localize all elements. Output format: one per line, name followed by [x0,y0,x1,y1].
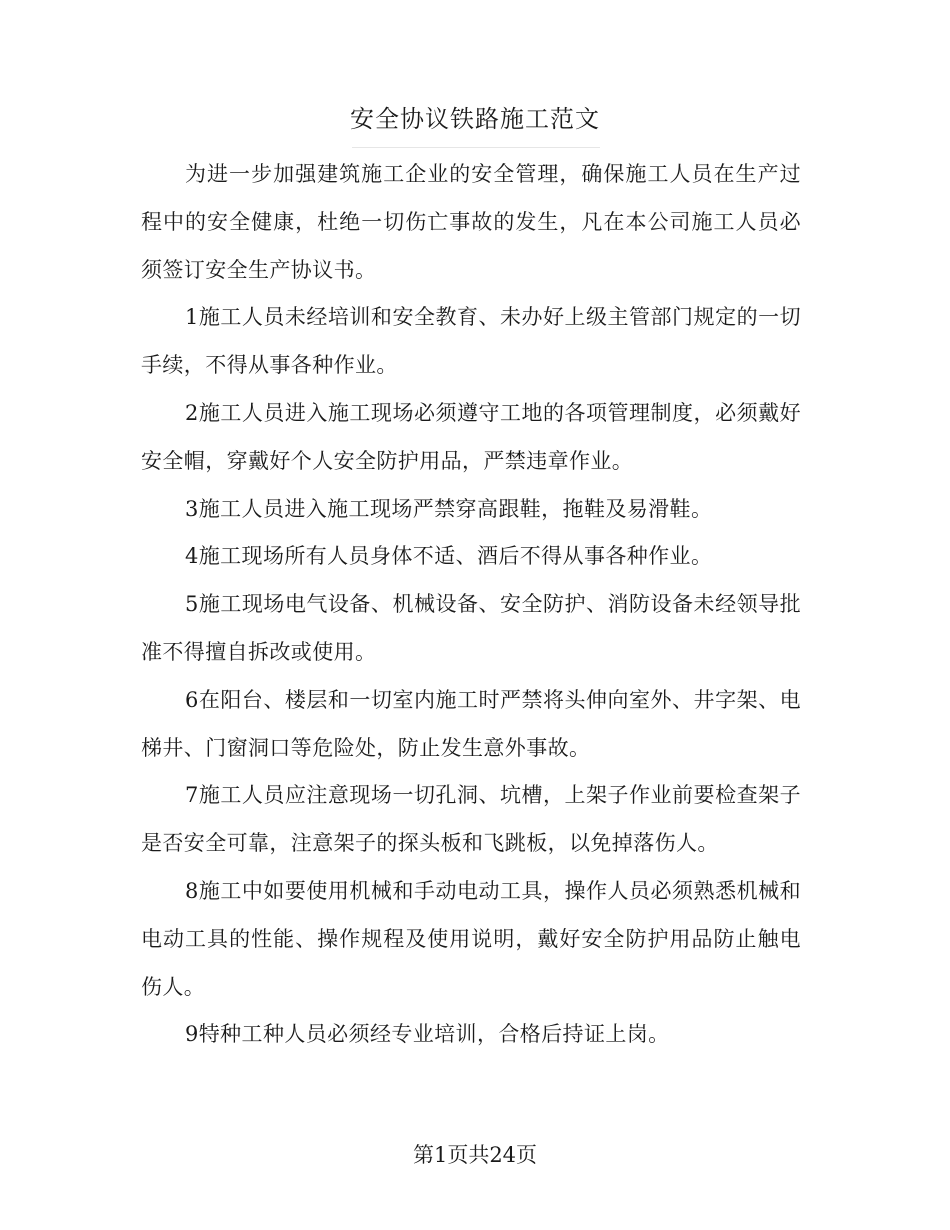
paragraph-item-6: 6在阳台、楼层和一切室内施工时严禁将头伸向室外、井字架、电梯井、门窗洞口等危险处，防止发生意外事故。 [141,687,801,760]
document-title: 安全协议铁路施工范文 [350,105,600,133]
paragraph-item-4: 4施工现场所有人员身体不适、酒后不得从事各种作业。 [185,544,713,569]
title-divider [352,147,600,148]
page-number-footer: 第1页共24页 [412,1143,538,1167]
paragraph-item-2: 2施工人员进入施工现场必须遵守工地的各项管理制度，必须戴好安全帽，穿戴好个人安全防护用品，严禁违章作业。 [141,400,801,473]
paragraph-item-9: 9特种工种人员必须经专业培训，合格后持证上岗。 [185,1022,670,1047]
paragraph-item-1: 1施工人员未经培训和安全教育、未办好上级主管部门规定的一切手续，不得从事各种作业。 [141,305,801,378]
paragraph-item-3: 3施工人员进入施工现场严禁穿高跟鞋，拖鞋及易滑鞋。 [185,496,713,521]
document-body [141,151,801,1059]
paragraph-item-5: 5施工现场电气设备、机械设备、安全防护、消防设备未经领导批准不得擅自拆改或使用。 [141,592,801,664]
paragraph-item-7: 7施工人员应注意现场一切孔洞、坑槽，上架子作业前要检查架子是否安全可靠，注意架子的探头板和飞跳板，以免掉落伤人。 [141,783,801,856]
paragraph-intro: 为进一步加强建筑施工企业的安全管理，确保施工人员在生产过程中的安全健康，杜绝一切伤亡事故的发生，凡在本公司施工人员必须签订安全生产协议书。 [141,162,801,282]
paragraph-item-8: 8施工中如要使用机械和手动电动工具，操作人员必须熟悉机械和电动工具的性能、操作规程及使用说明，戴好安全防护用品防止触电伤人。 [141,878,801,999]
